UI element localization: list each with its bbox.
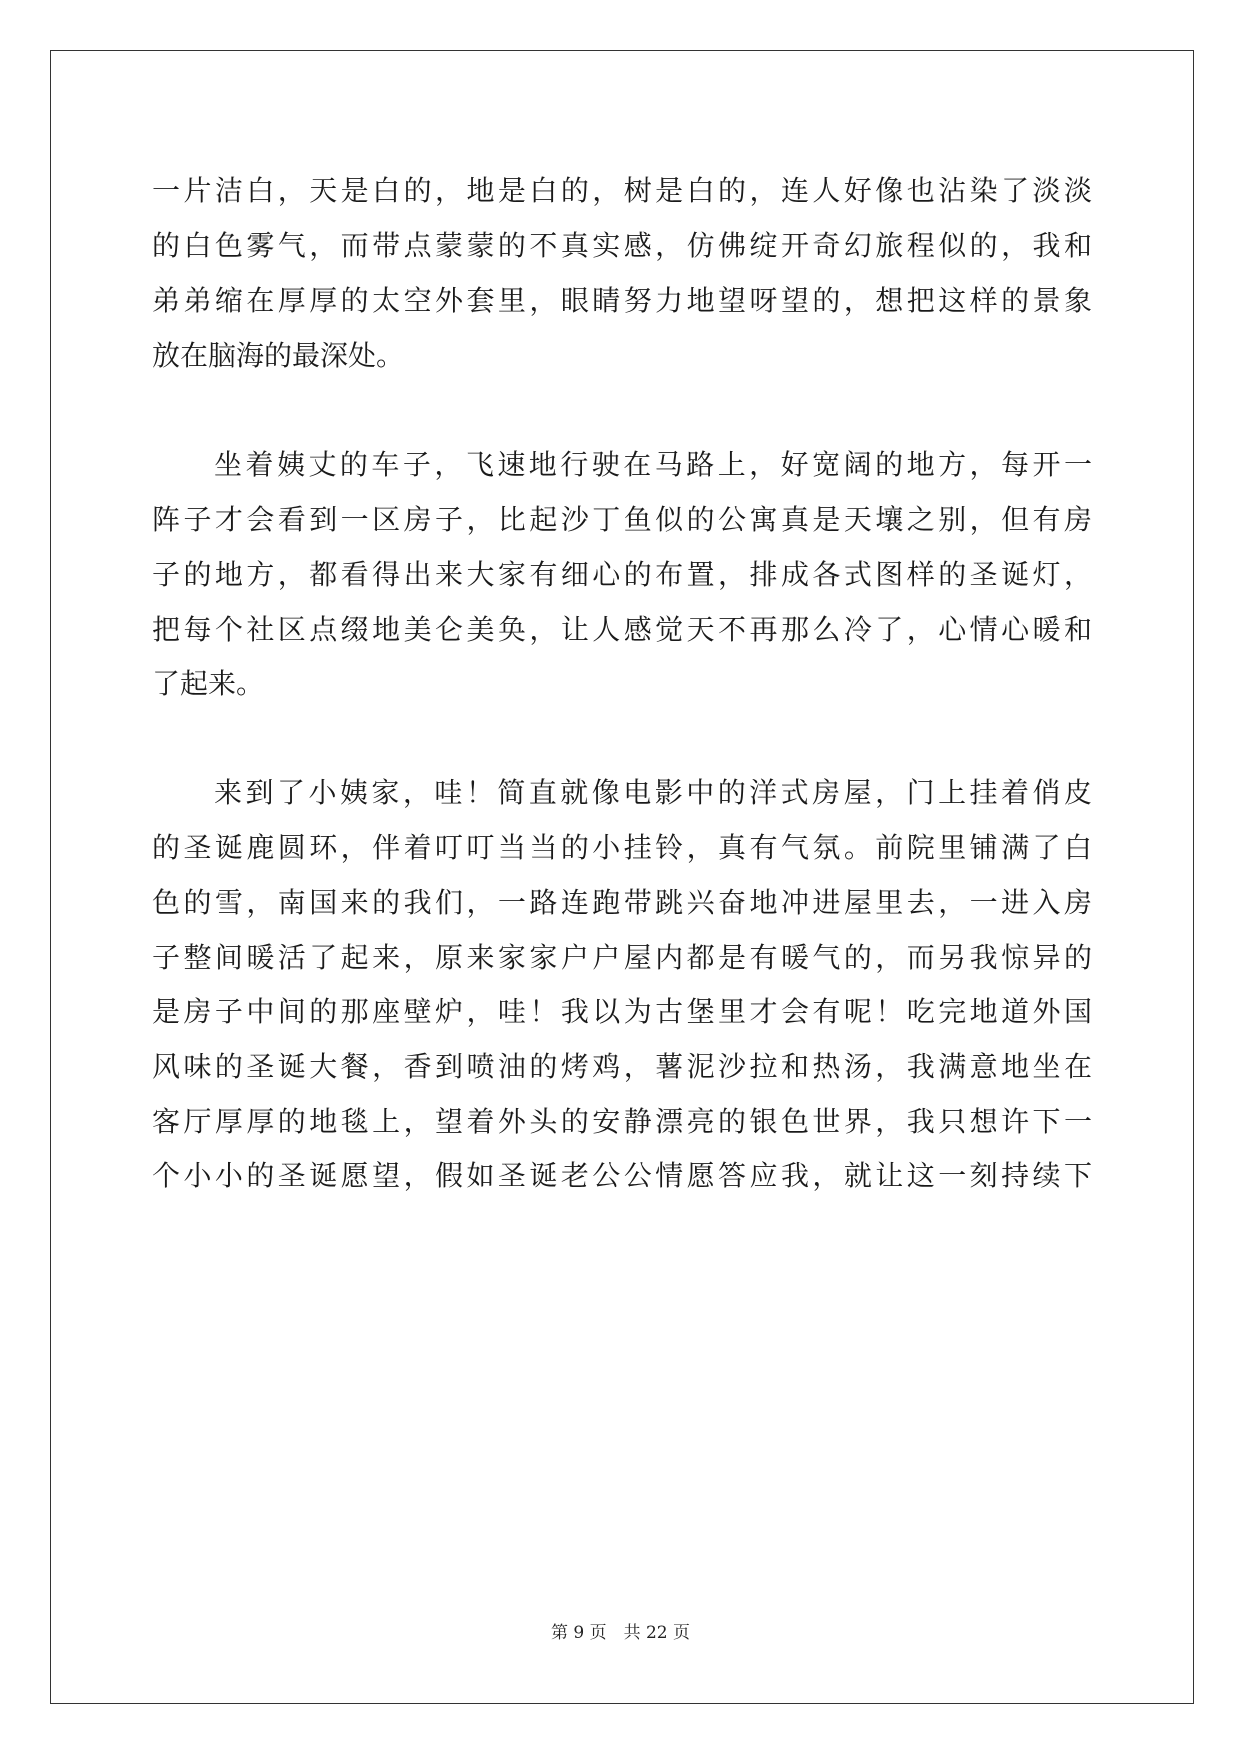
text-line: 风味的圣诞大餐，香到喷油的烤鸡，薯泥沙拉和热汤，我满意地坐在 xyxy=(152,1050,1092,1083)
page-number-footer: 第 9 页 共 22 页 xyxy=(550,1623,691,1643)
text-line: 是房子中间的那座壁炉，哇！我以为古堡里才会有呢！吃完地道外国 xyxy=(152,995,1092,1028)
text-line: 阵子才会看到一区房子，比起沙丁鱼似的公寓真是天壤之别，但有房 xyxy=(152,503,1092,536)
text-line: 放在脑海的最深处。 xyxy=(152,339,405,372)
text-line: 把每个社区点缀地美仑美奂，让人感觉天不再那么冷了，心情心暖和 xyxy=(152,613,1092,646)
text-line: 的圣诞鹿圆环，伴着叮叮当当的小挂铃，真有气氛。前院里铺满了白 xyxy=(152,831,1092,864)
text-line: 来到了小姨家，哇！简直就像电影中的洋式房屋，门上挂着俏皮 xyxy=(214,776,1092,809)
text-line: 个小小的圣诞愿望，假如圣诞老公公情愿答应我，就让这一刻持续下 xyxy=(152,1159,1092,1192)
text-line: 的白色雾气，而带点蒙蒙的不真实感，仿佛绽开奇幻旅程似的，我和 xyxy=(152,229,1092,262)
text-line: 子整间暖活了起来，原来家家户户屋内都是有暖气的，而另我惊异的 xyxy=(152,941,1092,974)
text-line: 色的雪，南国来的我们，一路连跑带跳兴奋地冲进屋里去，一进入房 xyxy=(152,886,1092,919)
text-line: 子的地方，都看得出来大家有细心的布置，排成各式图样的圣诞灯， xyxy=(152,558,1092,591)
text-line: 弟弟缩在厚厚的太空外套里，眼睛努力地望呀望的，想把这样的景象 xyxy=(152,284,1092,317)
text-line: 坐着姨丈的车子，飞速地行驶在马路上，好宽阔的地方，每开一 xyxy=(214,448,1092,481)
text-line: 客厅厚厚的地毯上，望着外头的安静漂亮的银色世界，我只想许下一 xyxy=(152,1105,1092,1138)
text-line: 一片洁白，天是白的，地是白的，树是白的，连人好像也沾染了淡淡 xyxy=(152,174,1092,207)
text-line: 了起来。 xyxy=(152,667,265,700)
